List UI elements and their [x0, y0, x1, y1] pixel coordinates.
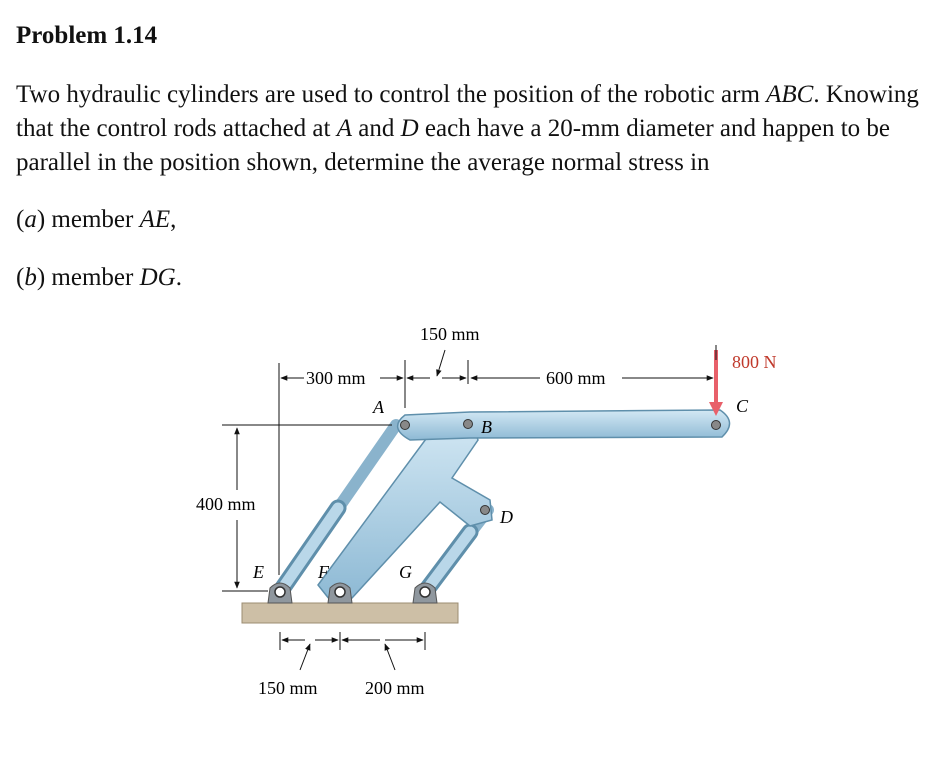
dim-400: 400 mm — [196, 494, 256, 514]
label-f: F — [318, 562, 329, 582]
dim-600: 600 mm — [546, 368, 606, 388]
pin-c — [712, 421, 721, 430]
problem-statement: Two hydraulic cylinders are used to control the position of the robotic arm ABC. Knowing that the control rods attached at A and D each have a 20-mm diameter and happen to be parallel in the position shown, determine the average normal stress in — [16, 81, 919, 176]
var-abc: ABC — [766, 81, 814, 108]
label-d: D — [500, 507, 513, 527]
arm-abc — [398, 410, 730, 440]
dim-200-leader — [385, 644, 395, 670]
dim-300: 300 mm — [306, 368, 366, 388]
part-b: (b) member DG. — [16, 264, 182, 291]
label-b: B — [481, 417, 492, 437]
dim-150-top: 150 mm — [420, 324, 480, 344]
dim-150-bottom: 150 mm — [258, 678, 318, 698]
var-d: D — [400, 115, 419, 142]
part-a: (a) member AE, — [16, 206, 177, 233]
pin-b — [464, 420, 473, 429]
ground-base — [242, 603, 458, 623]
var-a: A — [336, 115, 352, 142]
pin-d — [481, 506, 490, 515]
pin-a — [401, 421, 410, 430]
dim-150-bottom-leader — [300, 644, 310, 670]
label-c: C — [736, 396, 749, 416]
label-e: E — [253, 562, 264, 582]
support-e — [268, 583, 292, 603]
support-f — [328, 583, 352, 603]
dim-150-top-leader — [437, 350, 445, 376]
label-g: G — [399, 562, 412, 582]
dim-200: 200 mm — [365, 678, 425, 698]
label-a: A — [373, 397, 384, 417]
problem-title: Problem 1.14 — [16, 22, 158, 49]
load-label: 800 N — [732, 352, 777, 372]
support-g — [413, 583, 437, 603]
